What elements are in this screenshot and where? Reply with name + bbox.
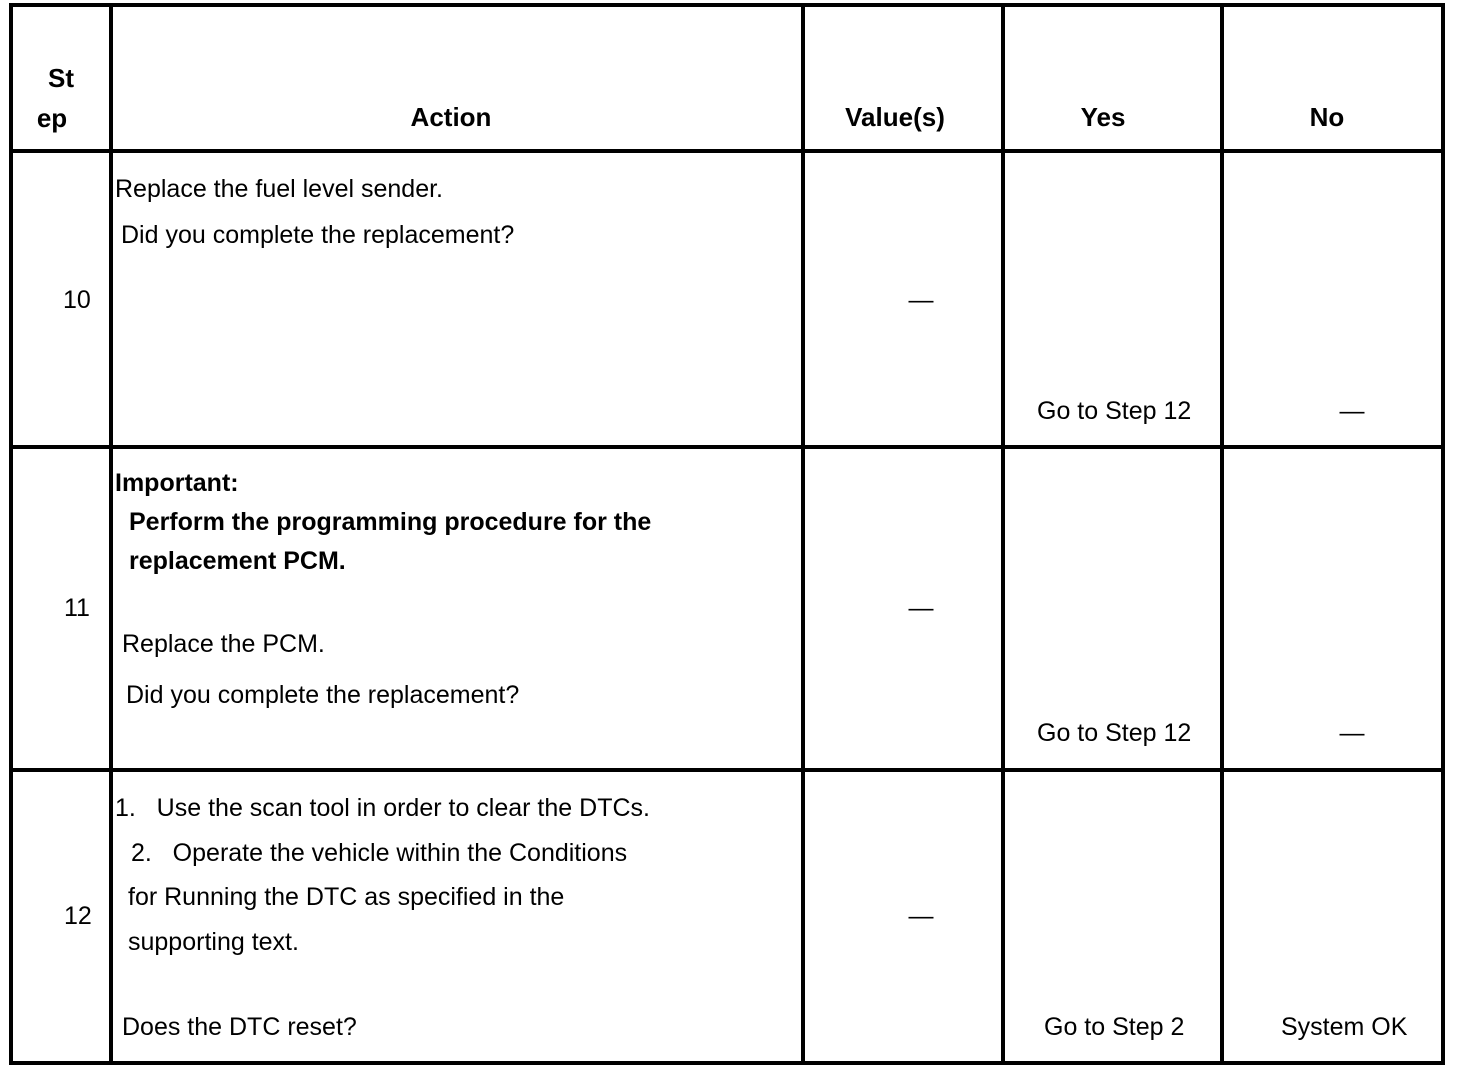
table-border-left — [9, 4, 13, 1065]
table-border-top — [9, 3, 1445, 7]
yes-result: Go to Step 2 — [1044, 1013, 1185, 1041]
action-step-2: 2. Operate the vehicle within the Conditions — [131, 839, 628, 867]
column-divider — [1220, 4, 1224, 1065]
header-action: Action — [410, 102, 492, 132]
yes-result: Go to Step 12 — [1037, 719, 1192, 747]
action-question: Did you complete the replacement? — [126, 681, 520, 709]
header-no: No — [1309, 102, 1345, 132]
step-number: 12 — [64, 902, 92, 930]
action-step-1: 1. Use the scan tool in order to clear the DTCs. — [115, 794, 650, 822]
table-border-bottom — [9, 1061, 1445, 1065]
table-border-right — [1441, 4, 1445, 1065]
action-text: Replace the fuel level sender. — [115, 175, 443, 203]
action-question: Does the DTC reset? — [122, 1013, 357, 1041]
column-divider — [109, 4, 113, 1065]
row-divider — [9, 149, 1445, 153]
action-step-2-cont: supporting text. — [128, 928, 299, 956]
important-label: Important: — [115, 469, 239, 497]
header-values: Value(s) — [845, 102, 945, 132]
header-step-line1: St — [48, 63, 74, 93]
step-number: 11 — [64, 594, 90, 622]
action-question: Did you complete the replacement? — [121, 221, 515, 249]
step-number: 10 — [63, 286, 91, 314]
no-result: — — [1339, 719, 1365, 747]
value-text: — — [908, 594, 934, 622]
no-result: — — [1339, 397, 1365, 425]
important-text: Perform the programming procedure for the — [129, 508, 652, 536]
no-result: System OK — [1281, 1013, 1408, 1041]
header-step-line2: ep — [36, 103, 68, 133]
action-text: Replace the PCM. — [122, 630, 325, 658]
action-step-2-cont: for Running the DTC as specified in the — [128, 883, 565, 911]
yes-result: Go to Step 12 — [1037, 397, 1192, 425]
row-divider — [9, 445, 1445, 449]
value-text: — — [908, 902, 934, 930]
value-text: — — [908, 286, 934, 314]
important-text: replacement PCM. — [129, 547, 346, 575]
row-divider — [9, 768, 1445, 772]
header-yes: Yes — [1080, 102, 1126, 132]
